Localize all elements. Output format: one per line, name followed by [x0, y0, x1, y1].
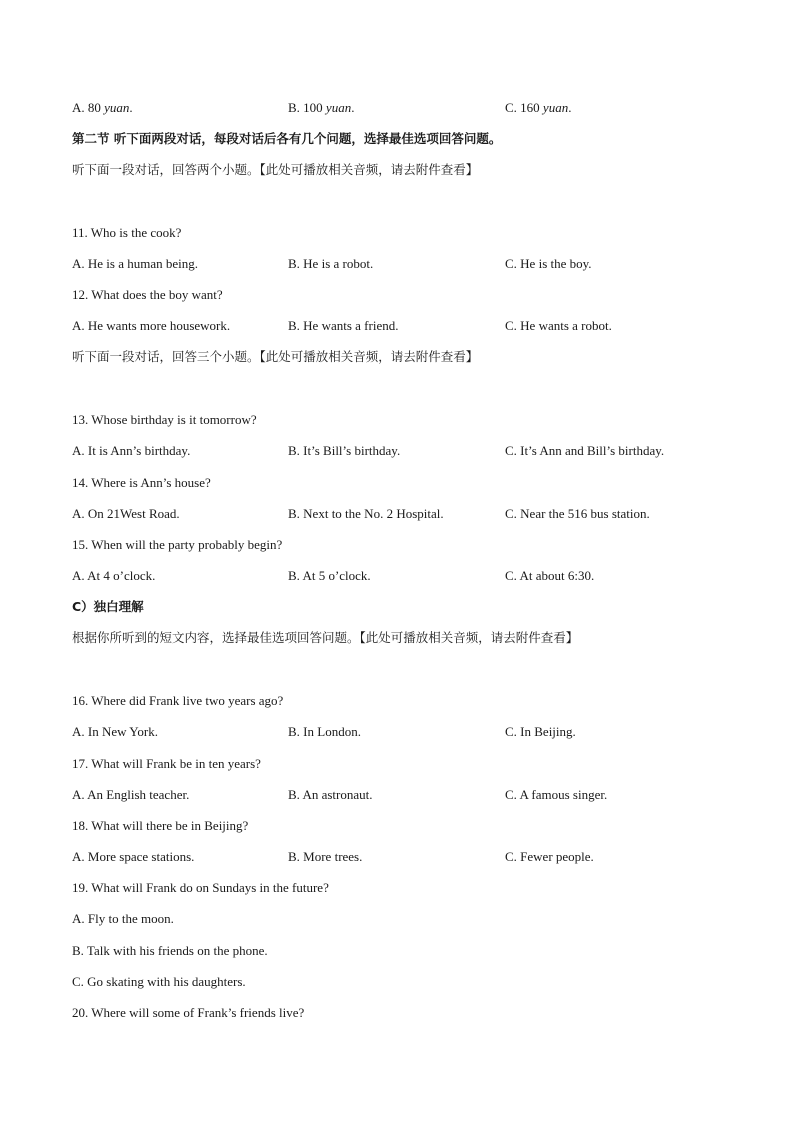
q10-option-c: C. 160 yuan. [505, 100, 572, 115]
q17-question: 17. What will Frank be in ten years? [72, 756, 261, 771]
q17-option-c: C. A famous singer. [505, 787, 608, 802]
q15-option-c: C. At about 6:30. [505, 568, 595, 583]
q20-question: 20. Where will some of Frank’s friends live? [72, 1005, 305, 1020]
monologue-instruction: 根据你所听到的短文内容，选择最佳选项回答问题。【此处可播放相关音频，请去附件查看】 [72, 630, 579, 645]
q11-question: 11. Who is the cook? [72, 225, 182, 240]
q11-options [72, 256, 722, 272]
q16-option-b: B. In London. [288, 724, 361, 739]
q10-option-a: A. 80 yuan. [72, 100, 133, 115]
q19-option-b: B. Talk with his friends on the phone. [72, 943, 268, 958]
q18-options [72, 849, 722, 865]
q10-options [72, 100, 722, 116]
q13-option-a: A. It is Ann’s birthday. [72, 443, 191, 458]
q12-question: 12. What does the boy want? [72, 287, 223, 302]
q12-option-b: B. He wants a friend. [288, 318, 399, 333]
q14-option-c: C. Near the 516 bus station. [505, 506, 650, 521]
q10-option-b: B. 100 yuan. [288, 100, 355, 115]
section2-heading: 第二节 听下面两段对话，每段对话后各有几个问题，选择最佳选项回答问题。 [72, 131, 502, 146]
q14-question: 14. Where is Ann’s house? [72, 475, 211, 490]
section-c-heading: C）独白理解 [72, 599, 144, 614]
q11-option-c: C. He is the boy. [505, 256, 592, 271]
q13-option-b: B. It’s Bill’s birthday. [288, 443, 401, 458]
q11-option-b: B. He is a robot. [288, 256, 374, 271]
q12-options [72, 318, 722, 334]
q13-option-c: C. It’s Ann and Bill’s birthday. [505, 443, 665, 458]
q15-option-b: B. At 5 o’clock. [288, 568, 371, 583]
q11-option-a: A. He is a human being. [72, 256, 199, 271]
q16-option-a: A. In New York. [72, 724, 158, 739]
q15-question: 15. When will the party probably begin? [72, 537, 283, 552]
q17-option-b: B. An astronaut. [288, 787, 373, 802]
q18-question: 18. What will there be in Beijing? [72, 818, 249, 833]
q12-option-a: A. He wants more housework. [72, 318, 231, 333]
q18-option-b: B. More trees. [288, 849, 363, 864]
q16-option-c: C. In Beijing. [505, 724, 576, 739]
q13-options [72, 443, 722, 459]
q16-options [72, 724, 722, 740]
q14-options [72, 506, 722, 522]
q17-option-a: A. An English teacher. [72, 787, 190, 802]
q16-question: 16. Where did Frank live two years ago? [72, 693, 284, 708]
q19-option-a: A. Fly to the moon. [72, 911, 174, 926]
q19-question: 19. What will Frank do on Sundays in the future? [72, 880, 329, 895]
dialogue2-instruction: 听下面一段对话，回答三个小题。【此处可播放相关音频，请去附件查看】 [72, 349, 479, 364]
q14-option-a: A. On 21West Road. [72, 506, 180, 521]
q14-option-b: B. Next to the No. 2 Hospital. [288, 506, 444, 521]
q18-option-c: C. Fewer people. [505, 849, 594, 864]
dialogue1-instruction: 听下面一段对话，回答两个小题。【此处可播放相关音频，请去附件查看】 [72, 162, 479, 177]
q17-options [72, 787, 722, 803]
q19-option-c: C. Go skating with his daughters. [72, 974, 246, 989]
q15-options [72, 568, 722, 584]
q15-option-a: A. At 4 o’clock. [72, 568, 156, 583]
q13-question: 13. Whose birthday is it tomorrow? [72, 412, 257, 427]
q12-option-c: C. He wants a robot. [505, 318, 612, 333]
q18-option-a: A. More space stations. [72, 849, 195, 864]
